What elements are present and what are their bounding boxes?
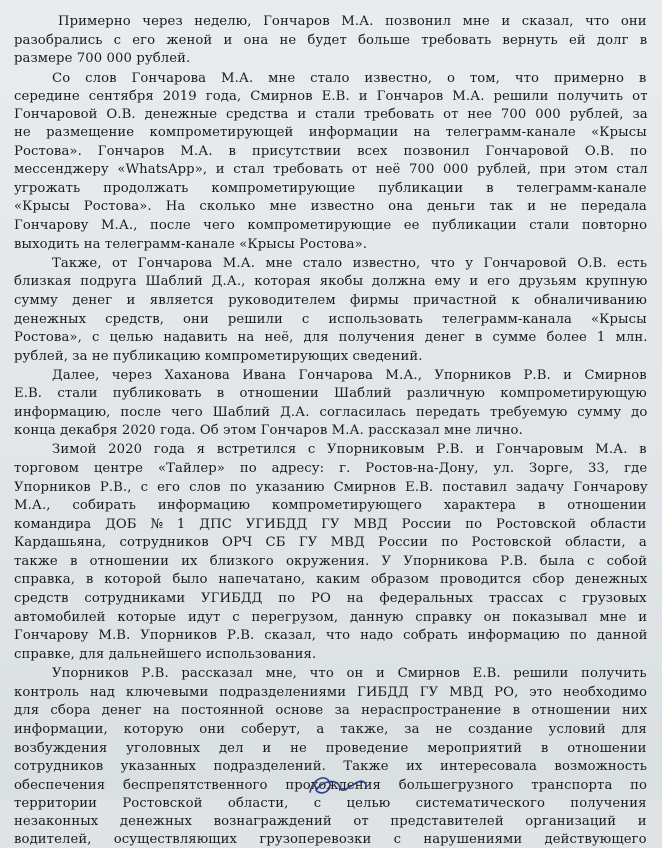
text-line: контроль над ключевыми подразделениями ГИБДД ГУ МВД РО, это необходимо — [14, 685, 647, 700]
text-line: для сбора денег на постоянной основе за нераспространение в отношении них — [14, 703, 648, 718]
handwritten-signature — [300, 770, 370, 800]
text-line: Примерно через неделю, Гончаров М.А. позвонил мне и сказал, что они — [58, 14, 647, 29]
text-line: Е.В. стали публиковать в отношении Шаблий различную компрометирующую — [14, 386, 647, 401]
text-line: информацию, после чего Шаблий Д.А. согласилась передать требуемую сумму до — [14, 405, 648, 420]
text-line: Далее, через Хаханова Ивана Гончарова М.А., Упорников Р.В. и Смирнов — [52, 368, 647, 383]
text-line: автомобилей которые идут с перегрузом, данную справку он показывал мне и — [14, 610, 648, 625]
text-line: Кардашьяна, сотрудников ОРЧ СБ ГУ МВД России по Ростовской области, а — [14, 535, 647, 550]
text-line: не размещение компрометирующей информации на телеграмм-канале «Крысы — [14, 125, 647, 140]
text-line: денежных средств, они решили с использовать телеграмм-канала «Крысы — [14, 312, 647, 327]
text-line: конца декабря 2020 года. Об этом Гончаров М.А. рассказал мне лично. — [14, 423, 523, 438]
text-line: Ростова», с целью надавить на неё, для получения денег в сумме более 1 млн. — [14, 330, 648, 345]
text-line: угрожать продолжать компрометирующие публикации в телеграмм-канале — [14, 181, 647, 196]
text-line: Упорников Р.В. рассказал мне, что он и Смирнов Е.В. решили получить — [52, 666, 647, 681]
text-line: выходить на телеграмм-канале «Крысы Ростова». — [14, 237, 368, 252]
text-line: Зимой 2020 года я встретился с Упорниковым Р.В. и Гончаровым М.А. в — [52, 442, 647, 457]
text-line: разобрались с его женой и она не будет больше требовать вернуть ей долг в — [14, 33, 648, 48]
text-line: «Крысы Ростова». На сколько мне известно она деньги так и не передала — [14, 199, 647, 214]
text-line: территории Ростовской области, с целью систематического получения — [14, 796, 647, 811]
text-line: Гончарову М.А., после чего компрометирующие ее публикации стали повторно — [14, 218, 648, 233]
text-line: Ростова». Гончаров М.А. в присутствии всех позвонил Гончаровой О.В. по — [14, 144, 647, 159]
text-line: Гончарову М.В. Упорников Р.В. сказал, что надо собрать информацию по данной — [14, 628, 648, 643]
text-line: Также, от Гончарова М.А. мне стало известно, что у Гончаровой О.В. есть — [52, 256, 648, 271]
text-line: сотрудников указанных подразделений. Также их интересовала возможность — [14, 759, 647, 774]
text-line: справка, в которой было напечатано, каким образом проводится сбор денежных — [14, 572, 648, 587]
text-line: близкая подруга Шаблий Д.А., которая якобы должна ему и его друзьям крупную — [14, 274, 648, 289]
text-line: справке, для дальнейшего использования. — [14, 647, 317, 662]
text-line: также в отношении их близкого окружения. У Упорникова Р.В. была с собой — [14, 554, 648, 569]
text-line: Упорников Р.В., с его слов по указанию Смирнов Е.В. поставил задачу Гончарову — [14, 480, 648, 495]
text-line: сумму денег и является руководителем фирмы причастной к обналичиванию — [14, 293, 647, 308]
text-line: рублей, за не публикацию компрометирующих сведений. — [14, 349, 423, 364]
text-line: средств сотрудниками УГИБДД по РО на федеральных трассах с грузовых — [14, 591, 647, 606]
text-line: Со слов Гончарова М.А. мне стало известно, о том, что примерно в — [52, 71, 647, 86]
text-line: возбуждения уголовных дел и не проведение мероприятий в отношении — [14, 741, 647, 756]
text-line: обеспечения беспрепятственного прохождения большегрузного транспорта по — [14, 778, 648, 793]
text-line: командира ДОБ № 1 ДПС УГИБДД ГУ МВД России по Ростовской области — [14, 517, 647, 532]
text-line: водителей, осуществляющих грузоперевозки с нарушениями действующего — [14, 832, 647, 847]
text-line: информации, которую они соберут, а также, за не создание условий для — [14, 722, 647, 737]
text-line: мессенджеру «WhatsApp», и стал требовать от неё 700 000 рублей, при этом стал — [14, 162, 648, 177]
text-line: торговом центре «Тайлер» по адресу: г. Ростов-на-Дону, ул. Зорге, 33, где — [14, 461, 648, 476]
text-line: Гончаровой О.В. денежные средства и стали требовать от нее 700 000 рублей, за — [14, 107, 648, 122]
text-line: незаконных денежных вознаграждений от представителей организаций и — [14, 814, 647, 829]
text-line: середине сентября 2019 года, Смирнов Е.В. и Гончаров М.А. решили получить от — [14, 89, 648, 104]
text-line: размере 700 000 рублей. — [14, 51, 191, 66]
text-line: М.А., собирать информацию компрометирующего характера в отношении — [14, 498, 647, 513]
